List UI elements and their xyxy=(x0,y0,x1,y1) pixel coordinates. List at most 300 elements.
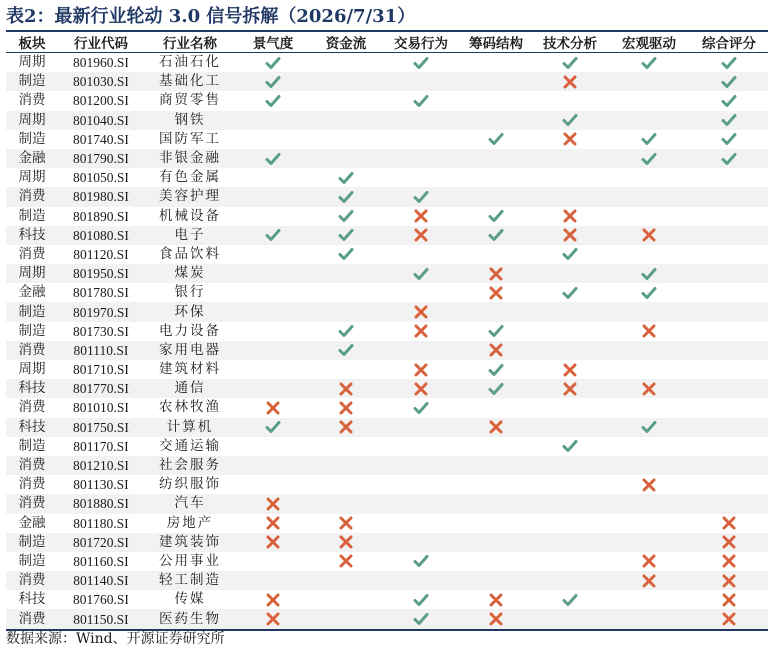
signal-cell-fund-flow xyxy=(310,187,382,206)
check-icon xyxy=(413,554,429,568)
signal-cell-prosperity xyxy=(236,322,310,341)
signal-cell-macro-driver xyxy=(608,590,690,609)
check-icon xyxy=(488,382,504,396)
signal-cell-fund-flow xyxy=(310,360,382,379)
check-icon xyxy=(265,75,281,89)
signal-cell-trading-behavior xyxy=(382,456,460,475)
check-icon xyxy=(413,612,429,626)
industry-code-cell: 801720.SI xyxy=(58,533,144,552)
signal-cell-technical-analysis xyxy=(532,341,608,360)
signal-cell-trading-behavior xyxy=(382,264,460,283)
signal-cell-composite-score xyxy=(690,245,768,264)
signal-cell-trading-behavior xyxy=(382,552,460,571)
signal-cell-trading-behavior xyxy=(382,111,460,130)
signal-cell-macro-driver xyxy=(608,226,690,245)
signal-cell-fund-flow xyxy=(310,130,382,149)
signal-cell-macro-driver xyxy=(608,130,690,149)
sector-cell: 制造 xyxy=(18,552,46,569)
cross-icon xyxy=(562,132,578,146)
signal-cell-trading-behavior xyxy=(382,149,460,168)
table-row xyxy=(6,437,768,456)
cross-icon xyxy=(641,228,657,242)
signal-cell-composite-score xyxy=(690,207,768,226)
table-row xyxy=(6,149,768,168)
signal-cell-trading-behavior xyxy=(382,437,460,456)
cross-icon xyxy=(338,554,354,568)
sector-cell: 科技 xyxy=(18,591,46,608)
signal-cell-chip-structure xyxy=(460,322,532,341)
signal-cell-prosperity xyxy=(236,302,310,321)
industry-name-cell: 汽车 xyxy=(144,494,236,513)
check-icon xyxy=(641,56,657,70)
table-row xyxy=(6,609,768,629)
industry-code-cell: 801770.SI xyxy=(58,379,144,398)
signal-cell-chip-structure xyxy=(460,571,532,590)
table-row xyxy=(6,207,768,226)
sector-cell: 周期 xyxy=(18,54,46,71)
signal-cell-composite-score xyxy=(690,187,768,206)
signal-cell-technical-analysis xyxy=(532,111,608,130)
signal-cell-prosperity xyxy=(236,552,310,571)
source-note: 数据来源：Wind、开源证券研究所 xyxy=(6,631,225,647)
signal-cell-trading-behavior xyxy=(382,187,460,206)
industry-code-cell: 801050.SI xyxy=(73,170,129,186)
signal-cell-macro-driver xyxy=(608,379,690,398)
industry-name-cell: 建筑装饰 xyxy=(144,533,236,552)
industry-code-cell: 801730.SI xyxy=(73,323,129,339)
sector-cell: 制造 xyxy=(6,302,58,321)
industry-code-cell: 801960.SI xyxy=(73,55,129,71)
cross-icon xyxy=(265,612,281,626)
cross-icon xyxy=(338,535,354,549)
signal-cell-chip-structure xyxy=(460,245,532,264)
signal-cell-composite-score xyxy=(690,552,768,571)
industry-code-cell: 801980.SI xyxy=(58,187,144,206)
table-row xyxy=(6,341,768,360)
industry-name-cell: 钢铁 xyxy=(144,111,236,130)
check-icon xyxy=(338,209,354,223)
industry-code-cell: 801010.SI xyxy=(73,400,129,416)
cross-icon xyxy=(641,574,657,588)
signal-cell-technical-analysis xyxy=(532,456,608,475)
cross-icon xyxy=(562,209,578,223)
signal-cell-trading-behavior xyxy=(382,418,460,437)
cross-icon xyxy=(562,363,578,377)
table-row xyxy=(6,590,768,609)
signal-cell-composite-score xyxy=(690,609,768,629)
signal-cell-fund-flow xyxy=(310,552,382,571)
signal-cell-macro-driver xyxy=(608,207,690,226)
signal-cell-composite-score xyxy=(690,91,768,110)
check-icon xyxy=(413,56,429,70)
signal-cell-chip-structure xyxy=(460,226,532,245)
signal-cell-composite-score xyxy=(690,475,768,494)
industry-name-cell: 机械设备 xyxy=(159,207,221,224)
check-icon xyxy=(562,247,578,261)
check-icon xyxy=(562,439,578,453)
signal-cell-macro-driver xyxy=(608,53,690,73)
signal-cell-prosperity xyxy=(236,494,310,513)
signal-cell-technical-analysis xyxy=(532,552,608,571)
signal-table xyxy=(6,30,768,631)
signal-cell-macro-driver xyxy=(608,514,690,533)
check-icon xyxy=(265,420,281,434)
industry-code-cell: 801120.SI xyxy=(73,246,129,262)
industry-name-cell: 银行 xyxy=(174,284,206,301)
signal-cell-prosperity xyxy=(236,341,310,360)
signal-cell-macro-driver xyxy=(608,456,690,475)
signal-cell-chip-structure xyxy=(460,111,532,130)
signal-cell-chip-structure xyxy=(460,53,532,73)
signal-cell-fund-flow xyxy=(310,514,382,533)
signal-cell-chip-structure xyxy=(460,475,532,494)
sector-cell: 周期 xyxy=(6,264,58,283)
signal-cell-fund-flow xyxy=(310,398,382,417)
signal-cell-composite-score xyxy=(690,283,768,302)
signal-cell-fund-flow xyxy=(310,475,382,494)
sector-cell: 金融 xyxy=(18,514,46,531)
industry-name-cell: 轻工制造 xyxy=(144,571,236,590)
industry-name-cell: 食品饮料 xyxy=(159,245,221,262)
signal-cell-chip-structure xyxy=(460,590,532,609)
signal-cell-fund-flow xyxy=(310,494,382,513)
table-row xyxy=(6,72,768,91)
sector-cell: 消费 xyxy=(18,476,46,493)
signal-cell-technical-analysis xyxy=(532,494,608,513)
sector-cell: 制造 xyxy=(18,130,46,147)
signal-cell-fund-flow xyxy=(310,72,382,91)
table-body xyxy=(6,53,768,630)
signal-cell-fund-flow xyxy=(310,302,382,321)
signal-cell-prosperity xyxy=(236,609,310,629)
check-icon xyxy=(562,593,578,607)
signal-cell-prosperity xyxy=(236,72,310,91)
sector-cell: 制造 xyxy=(18,322,46,339)
industry-name-cell: 计算机 xyxy=(144,418,236,437)
table-row xyxy=(6,130,768,149)
signal-cell-composite-score xyxy=(690,437,768,456)
signal-cell-fund-flow xyxy=(310,91,382,110)
signal-cell-macro-driver xyxy=(608,341,690,360)
signal-cell-prosperity xyxy=(236,456,310,475)
cross-icon xyxy=(265,535,281,549)
industry-code-cell: 801150.SI xyxy=(58,609,144,629)
sector-cell: 消费 xyxy=(6,187,58,206)
cross-icon xyxy=(488,343,504,357)
signal-cell-chip-structure xyxy=(460,609,532,629)
signal-cell-technical-analysis xyxy=(532,168,608,187)
industry-code-cell: 801790.SI xyxy=(58,149,144,168)
industry-name-cell: 商贸零售 xyxy=(159,92,221,109)
signal-cell-technical-analysis xyxy=(532,533,608,552)
signal-cell-chip-structure xyxy=(460,398,532,417)
industry-code-cell: 801140.SI xyxy=(58,571,144,590)
signal-cell-fund-flow xyxy=(310,609,382,629)
table-row xyxy=(6,456,768,475)
sector-cell: 科技 xyxy=(6,418,58,437)
cross-icon xyxy=(413,209,429,223)
signal-cell-macro-driver xyxy=(608,283,690,302)
cross-icon xyxy=(413,382,429,396)
check-icon xyxy=(338,324,354,338)
signal-cell-composite-score xyxy=(690,456,768,475)
signal-cell-composite-score xyxy=(690,53,768,73)
sector-cell: 消费 xyxy=(6,494,58,513)
column-header-code: 行业代码 xyxy=(58,31,144,53)
signal-cell-chip-structure xyxy=(460,283,532,302)
signal-cell-macro-driver xyxy=(608,168,690,187)
column-header-chip-structure: 筹码结构 xyxy=(460,31,532,53)
cross-icon xyxy=(338,420,354,434)
cross-icon xyxy=(641,554,657,568)
check-icon xyxy=(488,363,504,377)
industry-name-cell: 环保 xyxy=(144,302,236,321)
signal-cell-chip-structure xyxy=(460,207,532,226)
industry-name-cell: 纺织服饰 xyxy=(159,476,221,493)
signal-cell-fund-flow xyxy=(310,456,382,475)
signal-cell-chip-structure xyxy=(460,130,532,149)
signal-cell-composite-score xyxy=(690,590,768,609)
cross-icon xyxy=(265,401,281,415)
document-title: 表2：最新行业轮动 3.0 信号拆解（2026/7/31） xyxy=(6,6,416,27)
signal-cell-technical-analysis xyxy=(532,609,608,629)
cross-icon xyxy=(562,75,578,89)
signal-cell-composite-score xyxy=(690,341,768,360)
sector-cell: 科技 xyxy=(6,226,58,245)
cross-icon xyxy=(488,286,504,300)
check-icon xyxy=(562,113,578,127)
signal-cell-prosperity xyxy=(236,379,310,398)
industry-code-cell: 801950.SI xyxy=(58,264,144,283)
signal-cell-macro-driver xyxy=(608,360,690,379)
check-icon xyxy=(265,94,281,108)
signal-cell-prosperity xyxy=(236,130,310,149)
signal-cell-composite-score xyxy=(690,302,768,321)
cross-icon xyxy=(488,267,504,281)
signal-cell-composite-score xyxy=(690,379,768,398)
cross-icon xyxy=(413,305,429,319)
signal-cell-prosperity xyxy=(236,149,310,168)
check-icon xyxy=(562,56,578,70)
signal-cell-macro-driver xyxy=(608,398,690,417)
sector-cell: 周期 xyxy=(18,361,46,378)
table-row xyxy=(6,226,768,245)
signal-cell-macro-driver xyxy=(608,264,690,283)
industry-code-cell: 801750.SI xyxy=(58,418,144,437)
cross-icon xyxy=(413,324,429,338)
sector-cell: 周期 xyxy=(18,169,46,186)
sector-cell: 周期 xyxy=(6,111,58,130)
signal-cell-prosperity xyxy=(236,168,310,187)
sector-cell: 科技 xyxy=(6,379,58,398)
signal-cell-macro-driver xyxy=(608,72,690,91)
signal-cell-chip-structure xyxy=(460,91,532,110)
signal-cell-chip-structure xyxy=(460,456,532,475)
signal-cell-prosperity xyxy=(236,207,310,226)
signal-cell-technical-analysis xyxy=(532,187,608,206)
signal-cell-composite-score xyxy=(690,514,768,533)
signal-cell-fund-flow xyxy=(310,322,382,341)
sector-cell: 消费 xyxy=(18,245,46,262)
column-header-fund-flow: 资金流 xyxy=(310,31,382,53)
signal-cell-macro-driver xyxy=(608,322,690,341)
signal-cell-technical-analysis xyxy=(532,398,608,417)
sector-cell: 制造 xyxy=(6,72,58,91)
signal-cell-trading-behavior xyxy=(382,91,460,110)
signal-cell-composite-score xyxy=(690,418,768,437)
check-icon xyxy=(413,593,429,607)
signal-cell-technical-analysis xyxy=(532,207,608,226)
signal-cell-macro-driver xyxy=(608,552,690,571)
signal-cell-trading-behavior xyxy=(382,72,460,91)
signal-cell-chip-structure xyxy=(460,533,532,552)
table-row xyxy=(6,168,768,187)
cross-icon xyxy=(338,382,354,396)
column-header-trading-behavior: 交易行为 xyxy=(382,31,460,53)
signal-cell-trading-behavior xyxy=(382,207,460,226)
cross-icon xyxy=(562,228,578,242)
check-icon xyxy=(413,401,429,415)
table-row xyxy=(6,91,768,110)
signal-cell-technical-analysis xyxy=(532,283,608,302)
signal-cell-trading-behavior xyxy=(382,590,460,609)
table-row xyxy=(6,398,768,417)
signal-cell-composite-score xyxy=(690,168,768,187)
signal-cell-technical-analysis xyxy=(532,571,608,590)
signal-cell-macro-driver xyxy=(608,187,690,206)
industry-code-cell: 801210.SI xyxy=(58,456,144,475)
signal-cell-composite-score xyxy=(690,533,768,552)
cross-icon xyxy=(562,382,578,396)
signal-cell-chip-structure xyxy=(460,379,532,398)
signal-cell-chip-structure xyxy=(460,302,532,321)
sector-cell: 制造 xyxy=(18,437,46,454)
signal-cell-composite-score xyxy=(690,149,768,168)
signal-cell-trading-behavior xyxy=(382,283,460,302)
signal-cell-prosperity xyxy=(236,360,310,379)
signal-cell-technical-analysis xyxy=(532,379,608,398)
signal-cell-fund-flow xyxy=(310,418,382,437)
signal-cell-trading-behavior xyxy=(382,168,460,187)
table-row xyxy=(6,111,768,130)
signal-cell-macro-driver xyxy=(608,245,690,264)
industry-name-cell: 家用电器 xyxy=(144,341,236,360)
check-icon xyxy=(338,228,354,242)
check-icon xyxy=(721,152,737,166)
signal-cell-trading-behavior xyxy=(382,302,460,321)
signal-cell-technical-analysis xyxy=(532,245,608,264)
table-row xyxy=(6,283,768,302)
industry-code-cell: 801080.SI xyxy=(58,226,144,245)
table-row xyxy=(6,245,768,264)
signal-cell-technical-analysis xyxy=(532,514,608,533)
check-icon xyxy=(488,324,504,338)
cross-icon xyxy=(641,478,657,492)
signal-cell-chip-structure xyxy=(460,360,532,379)
check-icon xyxy=(488,228,504,242)
signal-cell-technical-analysis xyxy=(532,149,608,168)
signal-cell-chip-structure xyxy=(460,494,532,513)
header-row xyxy=(6,31,768,53)
cross-icon xyxy=(265,497,281,511)
check-icon xyxy=(641,267,657,281)
industry-name-cell: 传媒 xyxy=(174,591,206,608)
check-icon xyxy=(721,132,737,146)
signal-cell-macro-driver xyxy=(608,609,690,629)
table-row xyxy=(6,418,768,437)
signal-cell-macro-driver xyxy=(608,571,690,590)
check-icon xyxy=(413,94,429,108)
industry-name-cell: 石油石化 xyxy=(159,54,221,71)
industry-name-cell: 基础化工 xyxy=(144,72,236,91)
industry-name-cell: 建筑材料 xyxy=(159,361,221,378)
signal-cell-fund-flow xyxy=(310,437,382,456)
signal-cell-macro-driver xyxy=(608,494,690,513)
signal-cell-technical-analysis xyxy=(532,322,608,341)
signal-cell-composite-score xyxy=(690,571,768,590)
cross-icon xyxy=(721,554,737,568)
cross-icon xyxy=(488,612,504,626)
signal-cell-macro-driver xyxy=(608,91,690,110)
signal-cell-prosperity xyxy=(236,245,310,264)
cross-icon xyxy=(338,516,354,530)
signal-cell-chip-structure xyxy=(460,418,532,437)
signal-cell-fund-flow xyxy=(310,149,382,168)
check-icon xyxy=(413,267,429,281)
industry-name-cell: 农林牧渔 xyxy=(159,399,221,416)
signal-cell-prosperity xyxy=(236,283,310,302)
column-header-technical-analysis: 技术分析 xyxy=(532,31,608,53)
signal-cell-chip-structure xyxy=(460,437,532,456)
industry-code-cell: 801780.SI xyxy=(73,285,129,301)
industry-code-cell: 801040.SI xyxy=(58,111,144,130)
industry-code-cell: 801970.SI xyxy=(58,302,144,321)
table-row xyxy=(6,571,768,590)
cross-icon xyxy=(721,612,737,626)
table-row xyxy=(6,302,768,321)
sector-cell: 消费 xyxy=(18,92,46,109)
industry-name-cell: 医药生物 xyxy=(144,609,236,629)
industry-name-cell: 电子 xyxy=(144,226,236,245)
table-row xyxy=(6,187,768,206)
signal-cell-fund-flow xyxy=(310,111,382,130)
industry-code-cell: 801740.SI xyxy=(73,131,129,147)
signal-cell-trading-behavior xyxy=(382,475,460,494)
check-icon xyxy=(721,113,737,127)
cross-icon xyxy=(265,593,281,607)
industry-name-cell: 国防军工 xyxy=(159,130,221,147)
industry-name-cell: 非银金融 xyxy=(144,149,236,168)
signal-cell-macro-driver xyxy=(608,475,690,494)
signal-cell-composite-score xyxy=(690,226,768,245)
signal-cell-composite-score xyxy=(690,72,768,91)
signal-cell-trading-behavior xyxy=(382,341,460,360)
signal-cell-technical-analysis xyxy=(532,437,608,456)
signal-cell-composite-score xyxy=(690,360,768,379)
sector-cell: 消费 xyxy=(6,571,58,590)
industry-code-cell: 801760.SI xyxy=(73,592,129,608)
table-row xyxy=(6,53,768,73)
table-row xyxy=(6,494,768,513)
signal-cell-macro-driver xyxy=(608,418,690,437)
column-header-sector: 板块 xyxy=(6,31,58,53)
check-icon xyxy=(562,286,578,300)
signal-cell-fund-flow xyxy=(310,533,382,552)
signal-cell-technical-analysis xyxy=(532,475,608,494)
table-row xyxy=(6,533,768,552)
table-row xyxy=(6,360,768,379)
signal-cell-trading-behavior xyxy=(382,494,460,513)
